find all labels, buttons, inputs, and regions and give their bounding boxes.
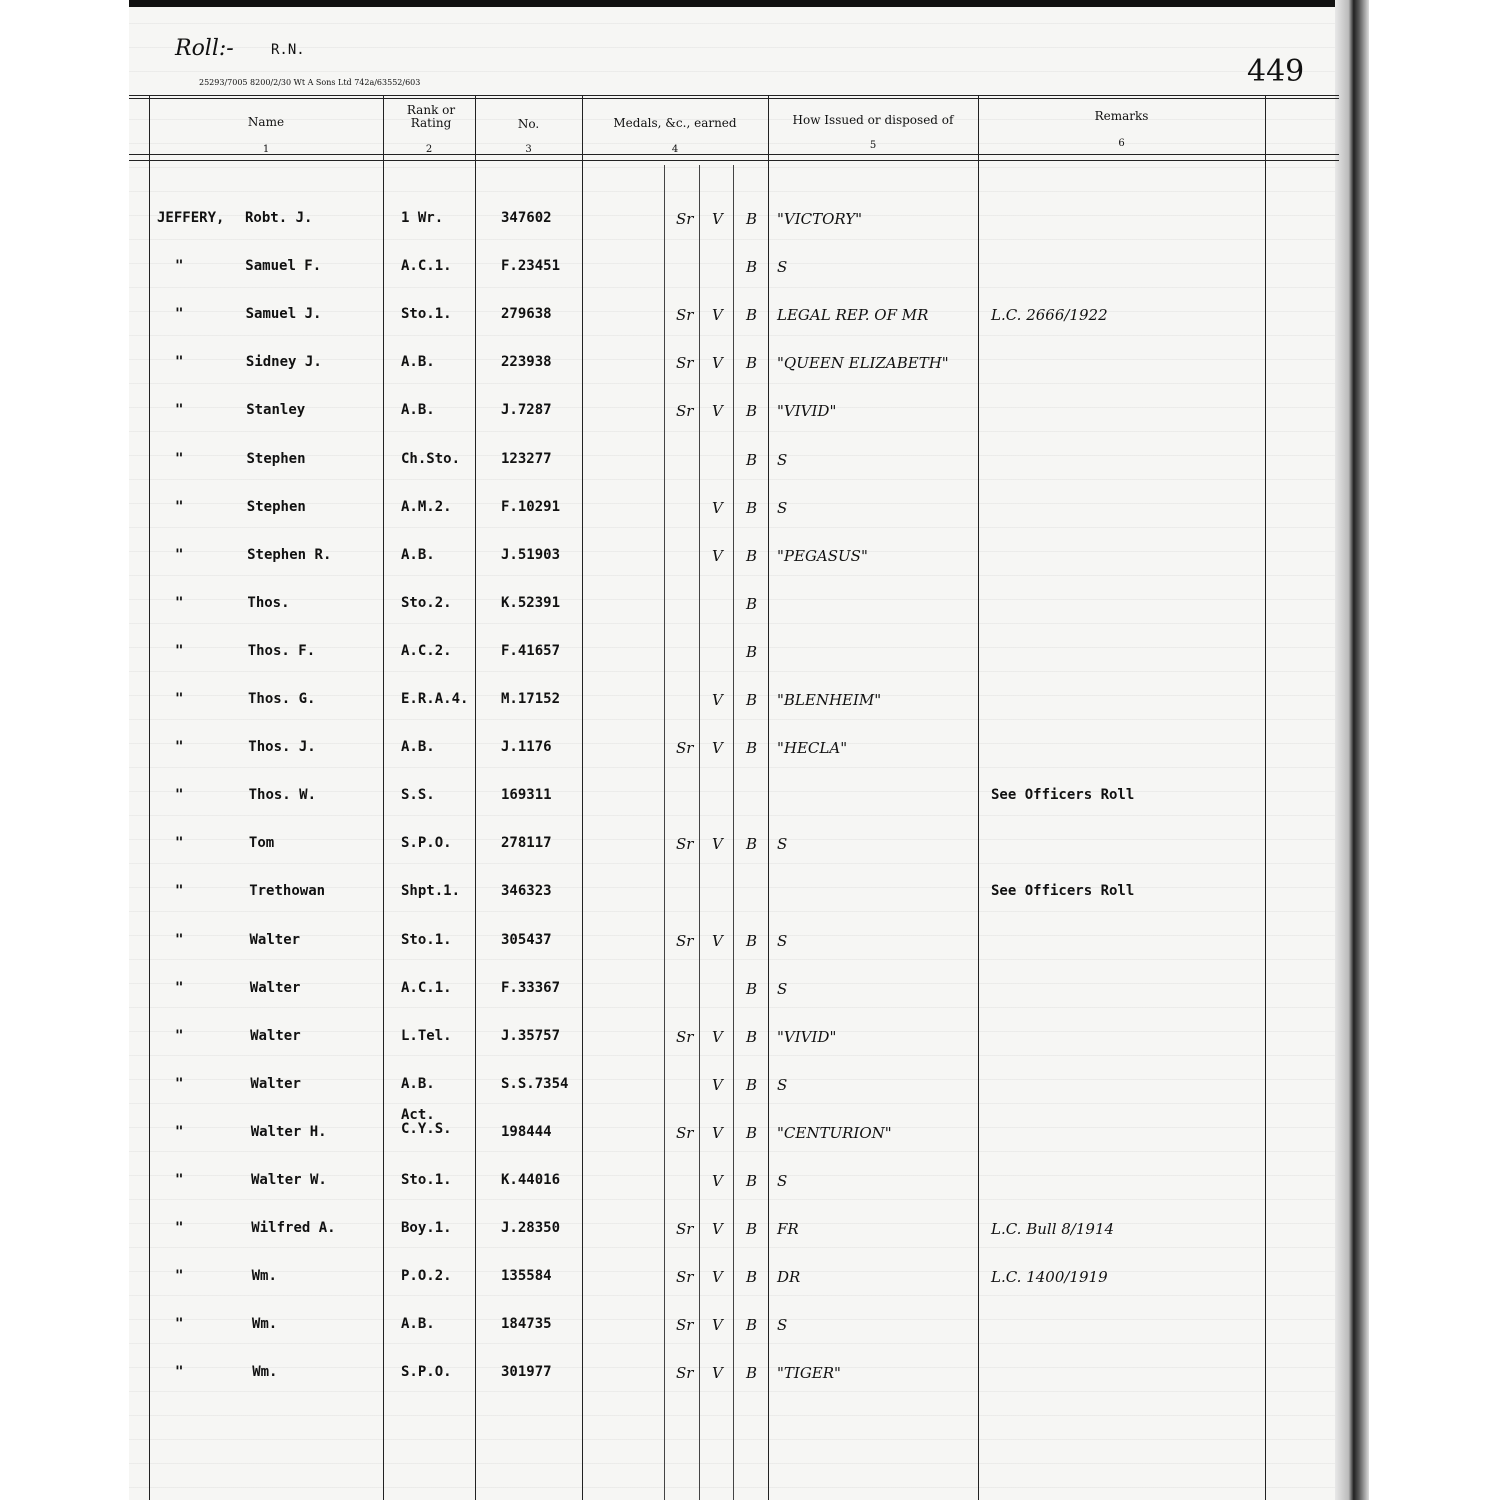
header-rank: Rank or Rating <box>406 103 456 130</box>
medal-victory-cell: V <box>712 1172 723 1190</box>
issued-cell: "HECLA" <box>777 739 848 757</box>
forename-cell: Stanley <box>246 402 306 418</box>
issued-cell: "QUEEN ELIZABETH" <box>777 354 949 372</box>
medal-british-cell: B <box>746 980 758 998</box>
medal-star-cell: Sr <box>676 1364 694 1382</box>
header-issued-num: 5 <box>869 140 877 151</box>
number-cell: F.33367 <box>501 980 561 996</box>
rank-cell: Boy.1. <box>401 1220 452 1236</box>
forename-cell: Wilfred A. <box>251 1220 336 1236</box>
header-number-num: 3 <box>525 144 532 155</box>
issued-cell: S <box>777 1172 788 1190</box>
number-cell: 347602 <box>501 210 552 226</box>
header-name-num: 1 <box>262 144 270 155</box>
rank-cell: Sto.1. <box>401 1172 452 1188</box>
table-row <box>129 495 1369 525</box>
number-cell: 305437 <box>501 932 552 948</box>
rank-cell: S.S. <box>401 787 435 803</box>
medal-victory-cell: V <box>712 1220 723 1238</box>
header-remarks: Remarks <box>1094 109 1149 123</box>
issued-cell: S <box>777 258 788 276</box>
medal-star-cell: Sr <box>676 1316 694 1334</box>
number-cell: J.28350 <box>501 1220 561 1236</box>
number-cell: 223938 <box>501 354 552 370</box>
number-cell: K.52391 <box>501 595 561 611</box>
rank-cell: A.C.2. <box>401 643 452 659</box>
surname-cell: " <box>175 1316 184 1332</box>
medal-star-cell: Sr <box>676 210 694 228</box>
number-cell: J.7287 <box>501 402 552 418</box>
medal-british-cell: B <box>746 835 758 853</box>
issued-cell: S <box>777 499 788 517</box>
medal-victory-cell: V <box>712 1124 723 1142</box>
number-cell: F.10291 <box>501 499 561 515</box>
surname-cell: " <box>175 739 184 755</box>
forename-cell: Robt. J. <box>245 210 313 226</box>
medal-star-cell: Sr <box>676 835 694 853</box>
medal-british-cell: B <box>746 306 758 324</box>
table-row <box>129 1312 1369 1342</box>
medal-british-cell: B <box>746 691 758 709</box>
header-remarks-num: 6 <box>1118 138 1125 149</box>
medal-victory-cell: V <box>712 1268 723 1286</box>
table-row <box>129 447 1369 477</box>
medal-british-cell: B <box>746 1364 758 1382</box>
issued-cell: "VIVID" <box>777 402 837 420</box>
medal-british-cell: B <box>746 595 758 613</box>
table-row <box>129 1360 1369 1390</box>
medal-victory-cell: V <box>712 547 723 565</box>
issued-cell: DR <box>777 1268 801 1286</box>
roll-value: R.N. <box>271 42 305 58</box>
number-cell: M.17152 <box>501 691 561 707</box>
remark-cell: L.C. 2666/1922 <box>991 306 1108 324</box>
table-row <box>129 350 1369 380</box>
issued-cell: LEGAL REP. OF MR <box>777 306 929 324</box>
medal-star-cell: Sr <box>676 354 694 372</box>
issued-cell: "BLENHEIM" <box>777 691 882 709</box>
forename-cell: Walter H. <box>250 1124 327 1140</box>
surname-cell: " <box>175 883 184 899</box>
medal-victory-cell: V <box>712 739 723 757</box>
medal-british-cell: B <box>746 1076 758 1094</box>
surname-cell: " <box>175 1364 184 1380</box>
medal-victory-cell: V <box>712 932 723 950</box>
forename-cell: Wm. <box>251 1316 278 1332</box>
forename-cell: Walter <box>250 1028 301 1044</box>
number-cell: 123277 <box>501 451 552 467</box>
surname-cell: " <box>175 402 184 418</box>
rank-cell: Sto.1. <box>401 306 452 322</box>
number-cell: J.1176 <box>501 739 552 755</box>
print-code: 25293/7005 8200/2/30 Wt A Sons Ltd 742a/63552/603 <box>199 78 421 87</box>
forename-cell: Wm. <box>251 1268 277 1284</box>
issued-cell: S <box>777 835 788 853</box>
table-row <box>129 735 1369 765</box>
rank-cell: A.C.1. <box>401 980 452 996</box>
number-cell: 278117 <box>501 835 552 851</box>
issued-cell: "TIGER" <box>777 1364 841 1382</box>
number-cell: F.23451 <box>501 258 561 274</box>
surname-cell: " <box>175 306 184 322</box>
medal-star-cell: Sr <box>676 739 694 757</box>
medal-victory-cell: V <box>712 1076 723 1094</box>
issued-cell: S <box>777 1076 788 1094</box>
surname-cell: " <box>175 643 184 659</box>
forename-cell: Stephen R. <box>247 547 332 563</box>
remark-cell: See Officers Roll <box>991 883 1135 899</box>
medal-british-cell: B <box>746 1172 758 1190</box>
medal-star-cell: Sr <box>676 402 694 420</box>
surname-cell: " <box>175 1220 184 1236</box>
number-cell: 198444 <box>501 1124 552 1140</box>
forename-cell: Walter <box>250 1076 301 1092</box>
table-row <box>129 591 1369 621</box>
surname-cell: " <box>175 787 184 803</box>
forename-cell: Tom <box>248 835 275 851</box>
forename-cell: Sidney J. <box>245 354 322 370</box>
forename-cell: Thos. J. <box>248 739 316 755</box>
surname-cell: " <box>175 354 184 370</box>
forename-cell: Stephen <box>246 499 306 515</box>
rank-cell: A.B. <box>401 1076 435 1092</box>
number-cell: 135584 <box>501 1268 552 1284</box>
remark-cell: L.C. 1400/1919 <box>991 1268 1108 1286</box>
medal-british-cell: B <box>746 739 758 757</box>
ledger-page <box>129 0 1369 1500</box>
issued-cell: "PEGASUS" <box>777 547 868 565</box>
table-row <box>129 302 1369 332</box>
number-cell: 169311 <box>501 787 552 803</box>
remark-cell: L.C. Bull 8/1914 <box>991 1220 1115 1238</box>
forename-cell: Trethowan <box>249 883 326 899</box>
page-top-edge <box>129 0 1369 7</box>
medal-victory-cell: V <box>712 835 723 853</box>
rank-cell: A.B. <box>401 402 435 418</box>
header-top-rule-2 <box>129 98 1339 99</box>
number-cell: K.44016 <box>501 1172 561 1188</box>
remark-cell: See Officers Roll <box>991 787 1135 803</box>
number-cell: 301977 <box>501 1364 552 1380</box>
medal-victory-cell: V <box>712 354 723 372</box>
rank-cell: A.M.2. <box>401 499 452 515</box>
rank-cell: S.P.O. <box>401 1364 452 1380</box>
forename-cell: Samuel F. <box>245 258 322 274</box>
surname-cell: " <box>175 1124 184 1140</box>
header-rank-num: 2 <box>425 144 433 155</box>
number-cell: F.41657 <box>501 643 561 659</box>
rank-cell: Sto.2. <box>401 595 452 611</box>
medal-british-cell: B <box>746 1028 758 1046</box>
surname-cell: " <box>175 258 184 274</box>
surname-cell: " <box>175 1028 184 1044</box>
rank-cell: Ch.Sto. <box>401 451 461 467</box>
table-row <box>129 783 1369 813</box>
number-cell: 184735 <box>501 1316 552 1332</box>
forename-cell: Thos. F. <box>247 643 316 659</box>
number-cell: 279638 <box>501 306 552 322</box>
medal-british-cell: B <box>746 499 758 517</box>
forename-cell: Walter <box>249 980 301 996</box>
rank-cell: E.R.A.4. <box>401 691 469 707</box>
medal-british-cell: B <box>746 932 758 950</box>
medal-star-cell: Sr <box>676 932 694 950</box>
medal-star-cell: Sr <box>676 1028 694 1046</box>
table-row <box>129 543 1369 573</box>
table-row <box>129 254 1369 284</box>
surname-cell: " <box>175 1172 184 1188</box>
table-row <box>129 976 1369 1006</box>
rank-cell: Shpt.1. <box>401 883 461 899</box>
rank-cell: A.B. <box>401 739 435 755</box>
table-row <box>129 1024 1369 1054</box>
header-issued: How Issued or disposed of <box>792 113 954 127</box>
forename-cell: Thos. G. <box>248 691 316 707</box>
header-medals: Medals, &c., earned <box>613 116 737 130</box>
medal-victory-cell: V <box>712 402 723 420</box>
table-row <box>129 928 1369 958</box>
rank-cell: A.C.1. <box>401 258 452 274</box>
rank-cell: A.B. <box>401 547 435 563</box>
header-bottom-rule-2 <box>129 160 1339 161</box>
rank-cell: A.B. <box>401 354 435 370</box>
medal-victory-cell: V <box>712 306 723 324</box>
issued-cell: "VICTORY" <box>777 210 863 228</box>
number-cell: 346323 <box>501 883 552 899</box>
medal-british-cell: B <box>746 1220 758 1238</box>
forename-cell: Samuel J. <box>245 306 322 322</box>
medal-british-cell: B <box>746 354 758 372</box>
forename-cell: Thos. <box>247 595 290 611</box>
page-number: 449 <box>1247 54 1305 89</box>
medal-victory-cell: V <box>712 1364 723 1382</box>
table-row <box>129 687 1369 717</box>
surname-cell: " <box>175 547 184 563</box>
medal-victory-cell: V <box>712 210 723 228</box>
table-row <box>129 1264 1369 1294</box>
table-row <box>129 398 1369 428</box>
table-row <box>129 879 1369 909</box>
rank-cell: Act. C.Y.S. <box>401 1107 452 1137</box>
medal-british-cell: B <box>746 547 758 565</box>
medal-british-cell: B <box>746 1268 758 1286</box>
issued-cell: S <box>777 1316 788 1334</box>
surname-cell: " <box>175 451 184 467</box>
rank-cell: Sto.1. <box>401 932 452 948</box>
medal-star-cell: Sr <box>676 306 694 324</box>
medal-star-cell: Sr <box>676 1220 694 1238</box>
surname-cell: " <box>175 1076 184 1092</box>
forename-cell: Walter W. <box>251 1172 327 1188</box>
medal-british-cell: B <box>746 643 758 661</box>
rank-cell: S.P.O. <box>401 835 452 851</box>
roll-label: Roll:- <box>175 36 234 61</box>
header-medals-num: 4 <box>671 144 679 155</box>
rank-cell: P.O.2. <box>401 1268 452 1284</box>
forename-cell: Stephen <box>246 451 306 467</box>
surname-cell: JEFFERY, <box>157 210 225 226</box>
issued-cell: S <box>777 451 788 469</box>
medal-victory-cell: V <box>712 1028 723 1046</box>
issued-cell: "VIVID" <box>777 1028 837 1046</box>
surname-cell: " <box>175 1268 184 1284</box>
medal-british-cell: B <box>746 210 758 228</box>
header-top-rule <box>129 95 1339 96</box>
number-cell: J.35757 <box>501 1028 561 1044</box>
medal-british-cell: B <box>746 258 758 276</box>
forename-cell: Wm. <box>252 1364 278 1380</box>
forename-cell: Thos. W. <box>248 787 317 803</box>
rank-cell: A.B. <box>401 1316 435 1332</box>
medal-british-cell: B <box>746 1124 758 1142</box>
surname-cell: " <box>175 499 184 515</box>
medal-star-cell: Sr <box>676 1124 694 1142</box>
medal-british-cell: B <box>746 402 758 420</box>
table-row <box>129 1216 1369 1246</box>
table-row <box>129 1107 1369 1150</box>
surname-cell: " <box>175 835 184 851</box>
header-number: No. <box>517 117 540 131</box>
number-cell: S.S.7354 <box>501 1076 569 1092</box>
table-row <box>129 1168 1369 1198</box>
issued-cell: FR <box>777 1220 799 1238</box>
number-cell: J.51903 <box>501 547 561 563</box>
table-row <box>129 1072 1369 1102</box>
rank-cell: 1 Wr. <box>401 210 444 226</box>
forename-cell: Walter <box>249 932 301 948</box>
table-row <box>129 206 1369 236</box>
issued-cell: S <box>777 932 788 950</box>
issued-cell: "CENTURION" <box>777 1124 892 1142</box>
medal-british-cell: B <box>746 1316 758 1334</box>
table-row <box>129 639 1369 669</box>
surname-cell: " <box>175 691 184 707</box>
medal-victory-cell: V <box>712 691 723 709</box>
table-row <box>129 831 1369 861</box>
medal-star-cell: Sr <box>676 1268 694 1286</box>
rank-cell: L.Tel. <box>401 1028 452 1044</box>
header-name: Name <box>247 115 285 129</box>
medal-victory-cell: V <box>712 1316 723 1334</box>
issued-cell: S <box>777 980 788 998</box>
medal-victory-cell: V <box>712 499 723 517</box>
surname-cell: " <box>175 595 184 611</box>
medal-british-cell: B <box>746 451 758 469</box>
surname-cell: " <box>175 980 184 996</box>
surname-cell: " <box>175 932 184 948</box>
